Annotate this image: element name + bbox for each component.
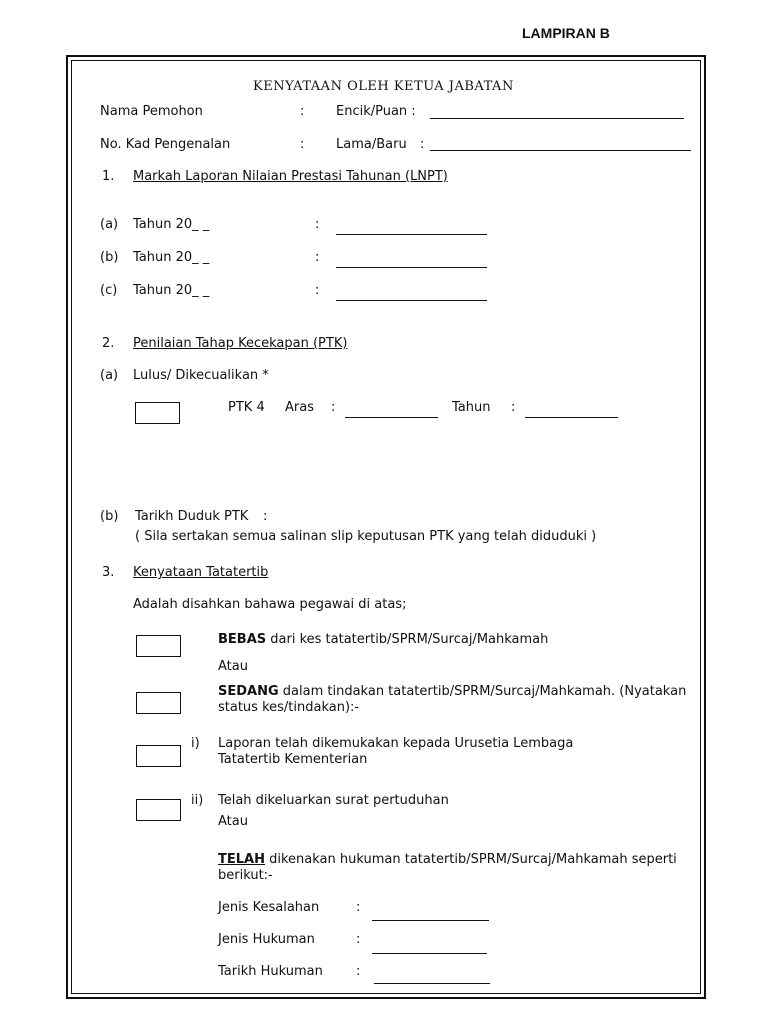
- ptk-checkbox[interactable]: [135, 402, 180, 424]
- laporan-text-2: Tatatertib Kementerian: [218, 752, 368, 767]
- lnpt-row-c-input-line[interactable]: [336, 300, 487, 301]
- name-label: Nama Pemohon: [100, 104, 203, 119]
- tahun-colon: :: [511, 400, 516, 415]
- jenis-kesalahan-colon: :: [356, 900, 361, 915]
- telah-line2: berikut:-: [218, 868, 273, 883]
- tarikh-hukuman-label: Tarikh Hukuman: [218, 964, 323, 979]
- ic-prefix: Lama/Baru: [336, 137, 407, 152]
- section1-title: Markah Laporan Nilaian Prestasi Tahunan (LNPT): [133, 169, 448, 184]
- telah-rest: dikenakan hukuman tatatertib/SPRM/Surcaj/Mahkamah seperti: [264, 852, 677, 867]
- pertuduhan-checkbox[interactable]: [136, 799, 181, 821]
- section1-number: 1.: [102, 169, 115, 184]
- laporan-text-1: Laporan telah dikemukakan kepada Urusetia Lembaga: [218, 736, 574, 751]
- bebas-bold: BEBAS: [218, 632, 267, 647]
- aras-input-line[interactable]: [345, 417, 438, 418]
- ptk-a-label: Lulus/ Dikecualikan *: [133, 368, 269, 383]
- tarikh-hukuman-input-line[interactable]: [374, 983, 490, 984]
- sedang-rest: dalam tindakan tatatertib/SPRM/Surcaj/Mahkamah. (Nyatakan: [278, 684, 687, 699]
- lnpt-row-a-label: Tahun 20_ _: [133, 217, 210, 232]
- section3-number: 3.: [102, 565, 115, 580]
- sedang-text: [218, 685, 686, 698]
- sedang-bold: SEDANG: [218, 684, 279, 699]
- sedang-line2: status kes/tindakan):-: [218, 700, 360, 715]
- section2-title: Penilaian Tahap Kecekapan (PTK): [133, 336, 348, 351]
- ic-colon: :: [300, 137, 305, 152]
- sedang-checkbox[interactable]: [136, 692, 181, 714]
- ic-input-line[interactable]: [430, 150, 691, 151]
- name-input-line[interactable]: [430, 118, 684, 119]
- tahun-input-line[interactable]: [525, 417, 618, 418]
- lnpt-row-a-letter: (a): [100, 217, 119, 232]
- lnpt-row-a-input-line[interactable]: [336, 234, 487, 235]
- section2-number: 2.: [102, 336, 115, 351]
- lnpt-row-b-letter: (b): [100, 250, 119, 265]
- aras-label: Aras: [285, 400, 314, 415]
- ptk-b-letter: (b): [100, 509, 119, 524]
- lnpt-row-b-input-line[interactable]: [336, 267, 487, 268]
- ic-prefix-colon: :: [420, 137, 425, 152]
- ptk-b-label: Tarikh Duduk PTK: [135, 509, 249, 524]
- ic-label: No. Kad Pengenalan: [100, 137, 231, 152]
- laporan-number: i): [191, 736, 200, 751]
- pertuduhan-number: ii): [191, 793, 204, 808]
- laporan-checkbox[interactable]: [136, 745, 181, 767]
- telah-bold: TELAH: [218, 852, 265, 867]
- jenis-kesalahan-input-line[interactable]: [372, 920, 489, 921]
- lampiran-label: LAMPIRAN B: [522, 25, 610, 41]
- jenis-hukuman-input-line[interactable]: [372, 953, 487, 954]
- ptk-a-letter: (a): [100, 368, 119, 383]
- aras-colon: :: [331, 400, 336, 415]
- pertuduhan-text: Telah dikeluarkan surat pertuduhan: [218, 793, 449, 808]
- tarikh-hukuman-colon: :: [356, 964, 361, 979]
- lnpt-row-b-colon: :: [315, 250, 320, 265]
- ptk-b-note: ( Sila sertakan semua salinan slip keputusan PTK yang telah diduduki ): [135, 529, 597, 544]
- jenis-hukuman-label: Jenis Hukuman: [218, 932, 315, 947]
- lnpt-row-b-label: Tahun 20_ _: [133, 250, 210, 265]
- name-colon: :: [300, 104, 305, 119]
- section3-intro: Adalah disahkan bahawa pegawai di atas;: [133, 597, 407, 612]
- ptk-b-colon: :: [263, 509, 268, 524]
- atau-1: Atau: [218, 659, 248, 674]
- jenis-hukuman-colon: :: [356, 932, 361, 947]
- name-prefix: Encik/Puan :: [336, 104, 416, 119]
- lnpt-row-c-letter: (c): [100, 283, 118, 298]
- telah-text: [218, 853, 677, 866]
- section3-title: Kenyataan Tatatertib: [133, 565, 269, 580]
- bebas-rest: dari kes tatatertib/SPRM/Surcaj/Mahkamah: [266, 632, 549, 647]
- bebas-checkbox[interactable]: [136, 635, 181, 657]
- lnpt-row-c-label: Tahun 20_ _: [133, 283, 210, 298]
- lnpt-row-a-colon: :: [315, 217, 320, 232]
- jenis-kesalahan-label: Jenis Kesalahan: [218, 900, 320, 915]
- form-title: KENYATAAN OLEH KETUA JABATAN: [253, 79, 514, 94]
- ptk-level-label: PTK 4: [228, 400, 265, 415]
- lnpt-row-c-colon: :: [315, 283, 320, 298]
- bebas-text: [218, 633, 548, 646]
- tahun-label: Tahun: [452, 400, 491, 415]
- atau-2: Atau: [218, 814, 248, 829]
